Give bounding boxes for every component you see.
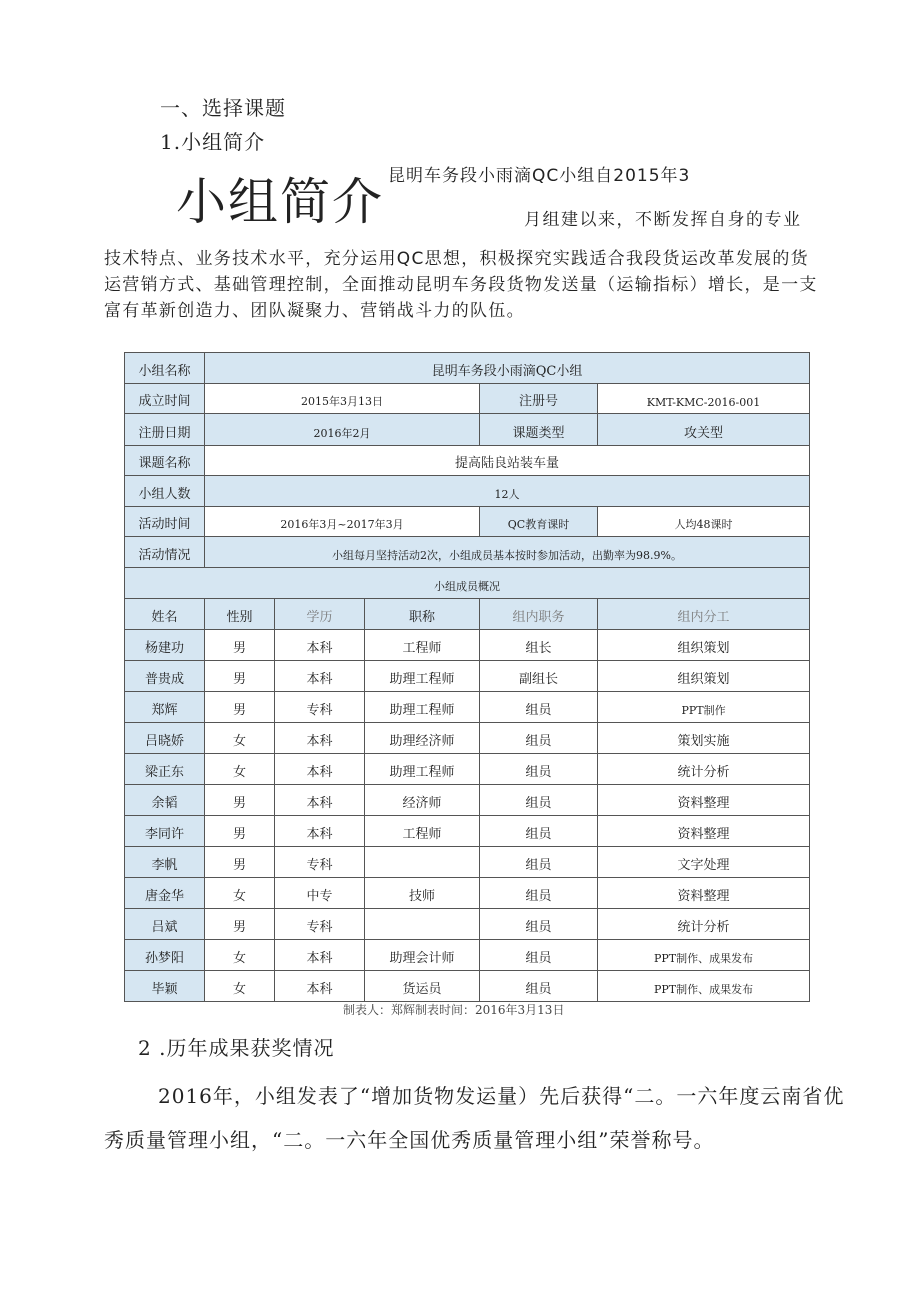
header-gender: 性别 bbox=[205, 599, 275, 630]
member-role: 组员 bbox=[480, 971, 598, 1002]
member-row bbox=[125, 909, 810, 940]
member-education: 中专 bbox=[275, 878, 365, 909]
member-name: 唐金华 bbox=[125, 878, 205, 909]
member-education: 本科 bbox=[275, 816, 365, 847]
member-name: 郑辉 bbox=[125, 692, 205, 723]
big-title: 小组简介 bbox=[176, 173, 384, 231]
intro-paragraph-line: 富有革新创造力、团队凝聚力、营销战斗力的队伍。 bbox=[104, 301, 525, 321]
member-title bbox=[365, 909, 480, 940]
member-name: 梁正东 bbox=[125, 754, 205, 785]
member-education: 本科 bbox=[275, 630, 365, 661]
intro-line-2: 月组建以来，不断发挥自身的专业 bbox=[524, 210, 802, 230]
subsection-heading: 1.小组简介 bbox=[160, 130, 266, 154]
member-name: 普贵成 bbox=[125, 661, 205, 692]
member-education: 本科 bbox=[275, 723, 365, 754]
member-row bbox=[125, 971, 810, 1002]
member-role: 组长 bbox=[480, 630, 598, 661]
member-role: 组员 bbox=[480, 692, 598, 723]
member-name: 吕晓娇 bbox=[125, 723, 205, 754]
edu-label: QC教育课时 bbox=[480, 507, 598, 537]
intro-paragraph bbox=[104, 246, 834, 324]
members-value: 12人 bbox=[205, 476, 810, 507]
member-gender: 男 bbox=[205, 816, 275, 847]
member-row bbox=[125, 785, 810, 816]
member-education: 本科 bbox=[275, 661, 365, 692]
member-duty: PPT制作、成果发布 bbox=[598, 940, 810, 971]
member-gender: 男 bbox=[205, 909, 275, 940]
intro-paragraph-line: 技术特点、业务技术水平，充分运用QC思想，积极探究实践适合我段货运改革发展的货 bbox=[104, 249, 809, 269]
awards-line-2: 秀质量管理小组，“二。一六年全国优秀质量管理小组”荣誉称号。 bbox=[104, 1128, 715, 1152]
group-info-table bbox=[124, 352, 810, 1002]
member-duty: 策划实施 bbox=[598, 723, 810, 754]
activity-label: 活动情况 bbox=[125, 537, 205, 568]
header-role: 组内职务 bbox=[480, 599, 598, 630]
header-title: 职称 bbox=[365, 599, 480, 630]
member-duty: 文字处理 bbox=[598, 847, 810, 878]
member-gender: 男 bbox=[205, 785, 275, 816]
topic-type-label: 课题类型 bbox=[480, 414, 598, 446]
topic-label: 课题名称 bbox=[125, 446, 205, 476]
member-rows bbox=[125, 630, 810, 1002]
member-title: 技师 bbox=[365, 878, 480, 909]
activity-value: 小组每月坚持活动2次，小组成员基本按时参加活动，出勤率为98.9%。 bbox=[205, 537, 810, 568]
members-overview-title: 小组成员概况 bbox=[125, 568, 810, 599]
intro-paragraph-line: 运营销方式、基础管理控制，全面推动昆明车务段货物发送量（运输指标）增长，是一支 bbox=[104, 275, 818, 295]
member-title bbox=[365, 847, 480, 878]
header-duty: 组内分工 bbox=[598, 599, 810, 630]
member-duty: PPT制作 bbox=[598, 692, 810, 723]
member-duty: 资料整理 bbox=[598, 816, 810, 847]
member-role: 组员 bbox=[480, 754, 598, 785]
topic-value: 提高陆良站装车量 bbox=[205, 446, 810, 476]
member-gender: 女 bbox=[205, 878, 275, 909]
edu-value: 人均48课时 bbox=[598, 507, 810, 537]
member-name: 孙梦阳 bbox=[125, 940, 205, 971]
member-gender: 男 bbox=[205, 847, 275, 878]
member-name: 毕颖 bbox=[125, 971, 205, 1002]
member-role: 副组长 bbox=[480, 661, 598, 692]
topic-type-value: 攻关型 bbox=[598, 414, 810, 446]
member-role: 组员 bbox=[480, 940, 598, 971]
member-title: 助理工程师 bbox=[365, 692, 480, 723]
member-gender: 男 bbox=[205, 630, 275, 661]
member-title: 经济师 bbox=[365, 785, 480, 816]
member-duty: 组织策划 bbox=[598, 630, 810, 661]
member-gender: 女 bbox=[205, 754, 275, 785]
section-heading: 一、选择课题 bbox=[160, 96, 286, 120]
member-row bbox=[125, 723, 810, 754]
member-name: 吕斌 bbox=[125, 909, 205, 940]
member-row bbox=[125, 940, 810, 971]
activity-time-label: 活动时间 bbox=[125, 507, 205, 537]
member-name: 李帆 bbox=[125, 847, 205, 878]
member-education: 本科 bbox=[275, 754, 365, 785]
member-row bbox=[125, 661, 810, 692]
header-education: 学历 bbox=[275, 599, 365, 630]
member-education: 本科 bbox=[275, 940, 365, 971]
awards-line-1: 2016年，小组发表了“增加货物发运量）先后获得“二。一六年度云南省优 bbox=[158, 1084, 845, 1108]
member-education: 专科 bbox=[275, 692, 365, 723]
awards-heading: 2 .历年成果获奖情况 bbox=[138, 1036, 335, 1060]
founded-value: 2015年3月13日 bbox=[205, 384, 480, 414]
member-education: 专科 bbox=[275, 847, 365, 878]
table-footnote: 制表人：郑辉制表时间：2016年3月13日 bbox=[343, 1003, 565, 1017]
member-title: 工程师 bbox=[365, 630, 480, 661]
member-duty: 资料整理 bbox=[598, 878, 810, 909]
member-duty: 组织策划 bbox=[598, 661, 810, 692]
member-gender: 女 bbox=[205, 723, 275, 754]
member-duty: 统计分析 bbox=[598, 754, 810, 785]
member-title: 助理工程师 bbox=[365, 661, 480, 692]
member-row bbox=[125, 816, 810, 847]
member-education: 本科 bbox=[275, 785, 365, 816]
member-name: 杨建功 bbox=[125, 630, 205, 661]
member-row bbox=[125, 878, 810, 909]
members-label: 小组人数 bbox=[125, 476, 205, 507]
header-name: 姓名 bbox=[125, 599, 205, 630]
member-gender: 男 bbox=[205, 661, 275, 692]
reg-no-value: KMT-KMC-2016-001 bbox=[598, 384, 810, 414]
member-education: 本科 bbox=[275, 971, 365, 1002]
member-name: 李同许 bbox=[125, 816, 205, 847]
member-title: 助理会计师 bbox=[365, 940, 480, 971]
member-row bbox=[125, 630, 810, 661]
member-gender: 男 bbox=[205, 692, 275, 723]
member-title: 助理工程师 bbox=[365, 754, 480, 785]
member-row bbox=[125, 692, 810, 723]
member-role: 组员 bbox=[480, 785, 598, 816]
member-title: 货运员 bbox=[365, 971, 480, 1002]
member-role: 组员 bbox=[480, 878, 598, 909]
member-duty: 统计分析 bbox=[598, 909, 810, 940]
reg-no-label: 注册号 bbox=[480, 384, 598, 414]
member-education: 专科 bbox=[275, 909, 365, 940]
member-duty: PPT制作、成果发布 bbox=[598, 971, 810, 1002]
awards-paragraph bbox=[104, 1074, 844, 1162]
intro-line-1: 昆明车务段小雨滴QC小组自2015年3 bbox=[388, 166, 691, 186]
member-row bbox=[125, 754, 810, 785]
member-role: 组员 bbox=[480, 847, 598, 878]
member-row bbox=[125, 847, 810, 878]
member-role: 组员 bbox=[480, 723, 598, 754]
member-title: 工程师 bbox=[365, 816, 480, 847]
member-gender: 女 bbox=[205, 971, 275, 1002]
reg-date-label: 注册日期 bbox=[125, 414, 205, 446]
member-gender: 女 bbox=[205, 940, 275, 971]
member-role: 组员 bbox=[480, 909, 598, 940]
member-duty: 资料整理 bbox=[598, 785, 810, 816]
group-name-value: 昆明车务段小雨滴QC小组 bbox=[205, 353, 810, 384]
founded-label: 成立时间 bbox=[125, 384, 205, 414]
group-name-label: 小组名称 bbox=[125, 353, 205, 384]
member-title: 助理经济师 bbox=[365, 723, 480, 754]
activity-time-value: 2016年3月~2017年3月 bbox=[205, 507, 480, 537]
reg-date-value: 2016年2月 bbox=[205, 414, 480, 446]
member-name: 余韬 bbox=[125, 785, 205, 816]
member-role: 组员 bbox=[480, 816, 598, 847]
